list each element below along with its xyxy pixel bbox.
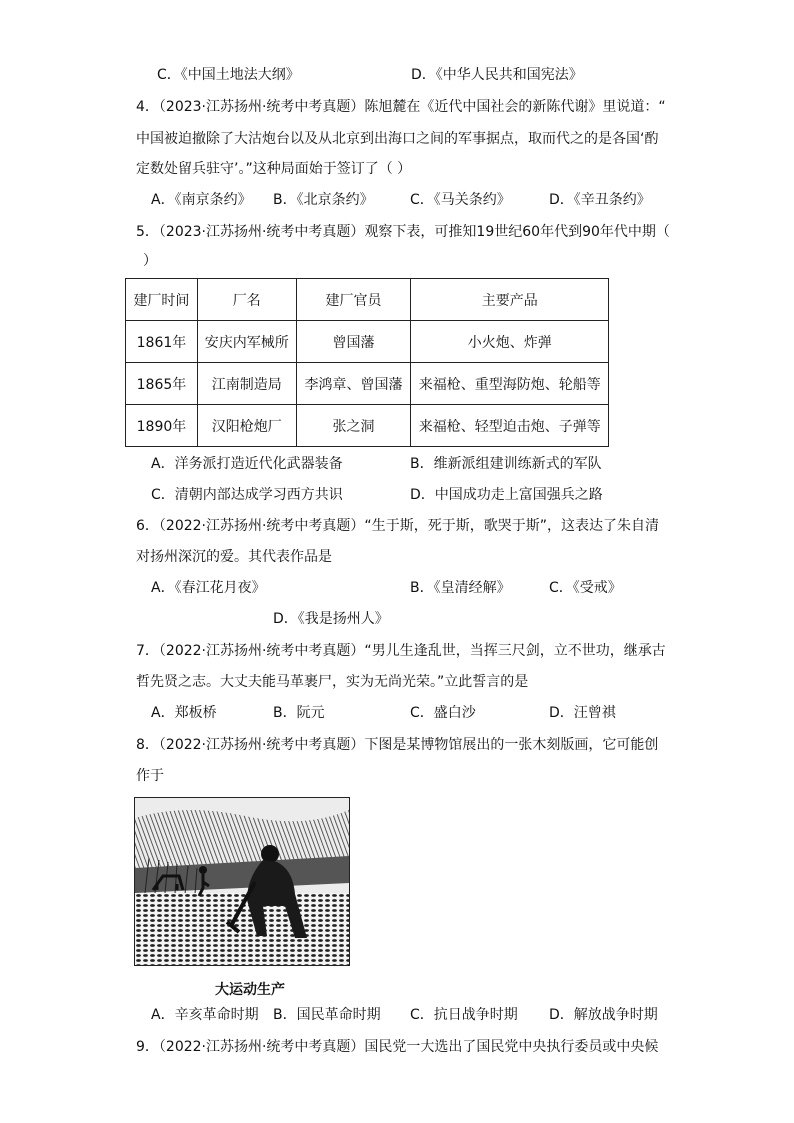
table-cell: 来福枪、重型海防炮、轮船等 xyxy=(411,363,609,405)
q8-stem-line1: 8．（2022·江苏扬州·统考中考真题）下图是某博物馆展出的一张木刻版画，它可能创 xyxy=(136,737,659,753)
q5-stem-line1: 5．（2023·江苏扬州·统考中考真题）观察下表，可推知19世纪60年代到90年代中期（ xyxy=(136,224,670,240)
woodcut-caption: 大运动生产 xyxy=(215,982,285,998)
table-cell: 小火炮、炸弹 xyxy=(411,321,609,363)
q6-option-d: D．《我是扬州人》 xyxy=(273,611,389,627)
table-cell: 江南制造局 xyxy=(197,363,296,405)
table-cell: 来福枪、轻型迫击炮、子弹等 xyxy=(411,405,609,447)
q5-stem-line2: ） xyxy=(143,253,157,269)
q7-option-b: B．阮元 xyxy=(273,705,325,721)
q4-option-d: D．《辛丑条约》 xyxy=(549,192,651,208)
q5-option-d: D．中国成功走上富国强兵之路 xyxy=(410,487,603,503)
table-row xyxy=(126,405,609,447)
table-row xyxy=(126,321,609,363)
q8-option-c: C．抗日战争时期 xyxy=(410,1007,518,1023)
q4-stem-line3: 定数处留兵驻守’。”这种局面始于签订了（ ） xyxy=(136,161,412,177)
table-header-cell: 厂名 xyxy=(197,279,296,321)
q7-stem-line1: 7．（2022·江苏扬州·统考中考真题）“男儿生逢乱世，当挥三尺剑，立不世功，继承古 xyxy=(136,643,666,659)
q6-stem-line2: 对扬州深沉的爱。其代表作品是 xyxy=(136,549,332,565)
table-row xyxy=(126,363,609,405)
q4-option-b: B．《北京条约》 xyxy=(273,192,374,208)
table-header-cell: 建厂时间 xyxy=(126,279,198,321)
table-cell: 汉阳枪炮厂 xyxy=(197,405,296,447)
table-cell: 1861年 xyxy=(126,321,198,363)
q3-option-c: C．《中国土地法大纲》 xyxy=(157,67,300,83)
q4-option-c: C．《马关条约》 xyxy=(410,192,511,208)
q8-option-d: D．解放战争时期 xyxy=(549,1007,658,1023)
q7-option-d: D．汪曾祺 xyxy=(549,705,616,721)
table-cell: 1865年 xyxy=(126,363,198,405)
q5-option-c: C．清朝内部达成学习西方共识 xyxy=(151,487,343,503)
q5-option-b: B．维新派组建训练新式的军队 xyxy=(410,456,602,472)
q6-option-b: B．《皇清经解》 xyxy=(410,580,511,596)
q6-stem-line1: 6．（2022·江苏扬州·统考中考真题）“生于斯，死于斯，歌哭于斯”，这表达了朱自清 xyxy=(136,518,659,534)
q6-option-c: C．《受戒》 xyxy=(549,580,622,596)
q8-stem-line2: 作于 xyxy=(136,768,164,784)
q7-stem-line2: 哲先贤之志。大丈夫能马革裹尸，实为无尚光荣。”立此誓言的是 xyxy=(136,674,529,690)
table-cell: 李鸿章、曾国藩 xyxy=(296,363,411,405)
table-header-cell: 主要产品 xyxy=(411,279,609,321)
q4-stem-line1: 4．（2023·江苏扬州·统考中考真题）陈旭麓在《近代中国社会的新陈代谢》里说道：“ xyxy=(136,99,666,115)
q4-stem-line2: 中国被迫撤除了大沽炮台以及从北京到出海口之间的军事据点，取而代之的是各国‘酌 xyxy=(136,131,659,147)
q8-option-a: A．辛亥革命时期 xyxy=(151,1007,259,1023)
woodcut-print-image xyxy=(134,797,350,966)
q6-option-a: A．《春江花月夜》 xyxy=(151,580,266,596)
q3-option-d: D．《中华人民共和国宪法》 xyxy=(411,67,583,83)
table-header-row xyxy=(126,279,609,321)
q7-option-a: A．郑板桥 xyxy=(151,705,217,721)
q9-stem-line1: 9．（2022·江苏扬州·统考中考真题）国民党一大选出了国民党中央执行委员或中央候 xyxy=(136,1039,659,1055)
q8-option-b: B．国民革命时期 xyxy=(273,1007,381,1023)
q5-option-a: A．洋务派打造近代化武器装备 xyxy=(151,456,343,472)
table-header-cell: 建厂官员 xyxy=(296,279,411,321)
factory-table xyxy=(125,278,609,447)
q7-option-c: C．盛白沙 xyxy=(410,705,476,721)
table-cell: 张之洞 xyxy=(296,405,411,447)
table-cell: 安庆内军械所 xyxy=(197,321,296,363)
q4-option-a: A．《南京条约》 xyxy=(151,192,252,208)
table-cell: 曾国藩 xyxy=(296,321,411,363)
table-cell: 1890年 xyxy=(126,405,198,447)
